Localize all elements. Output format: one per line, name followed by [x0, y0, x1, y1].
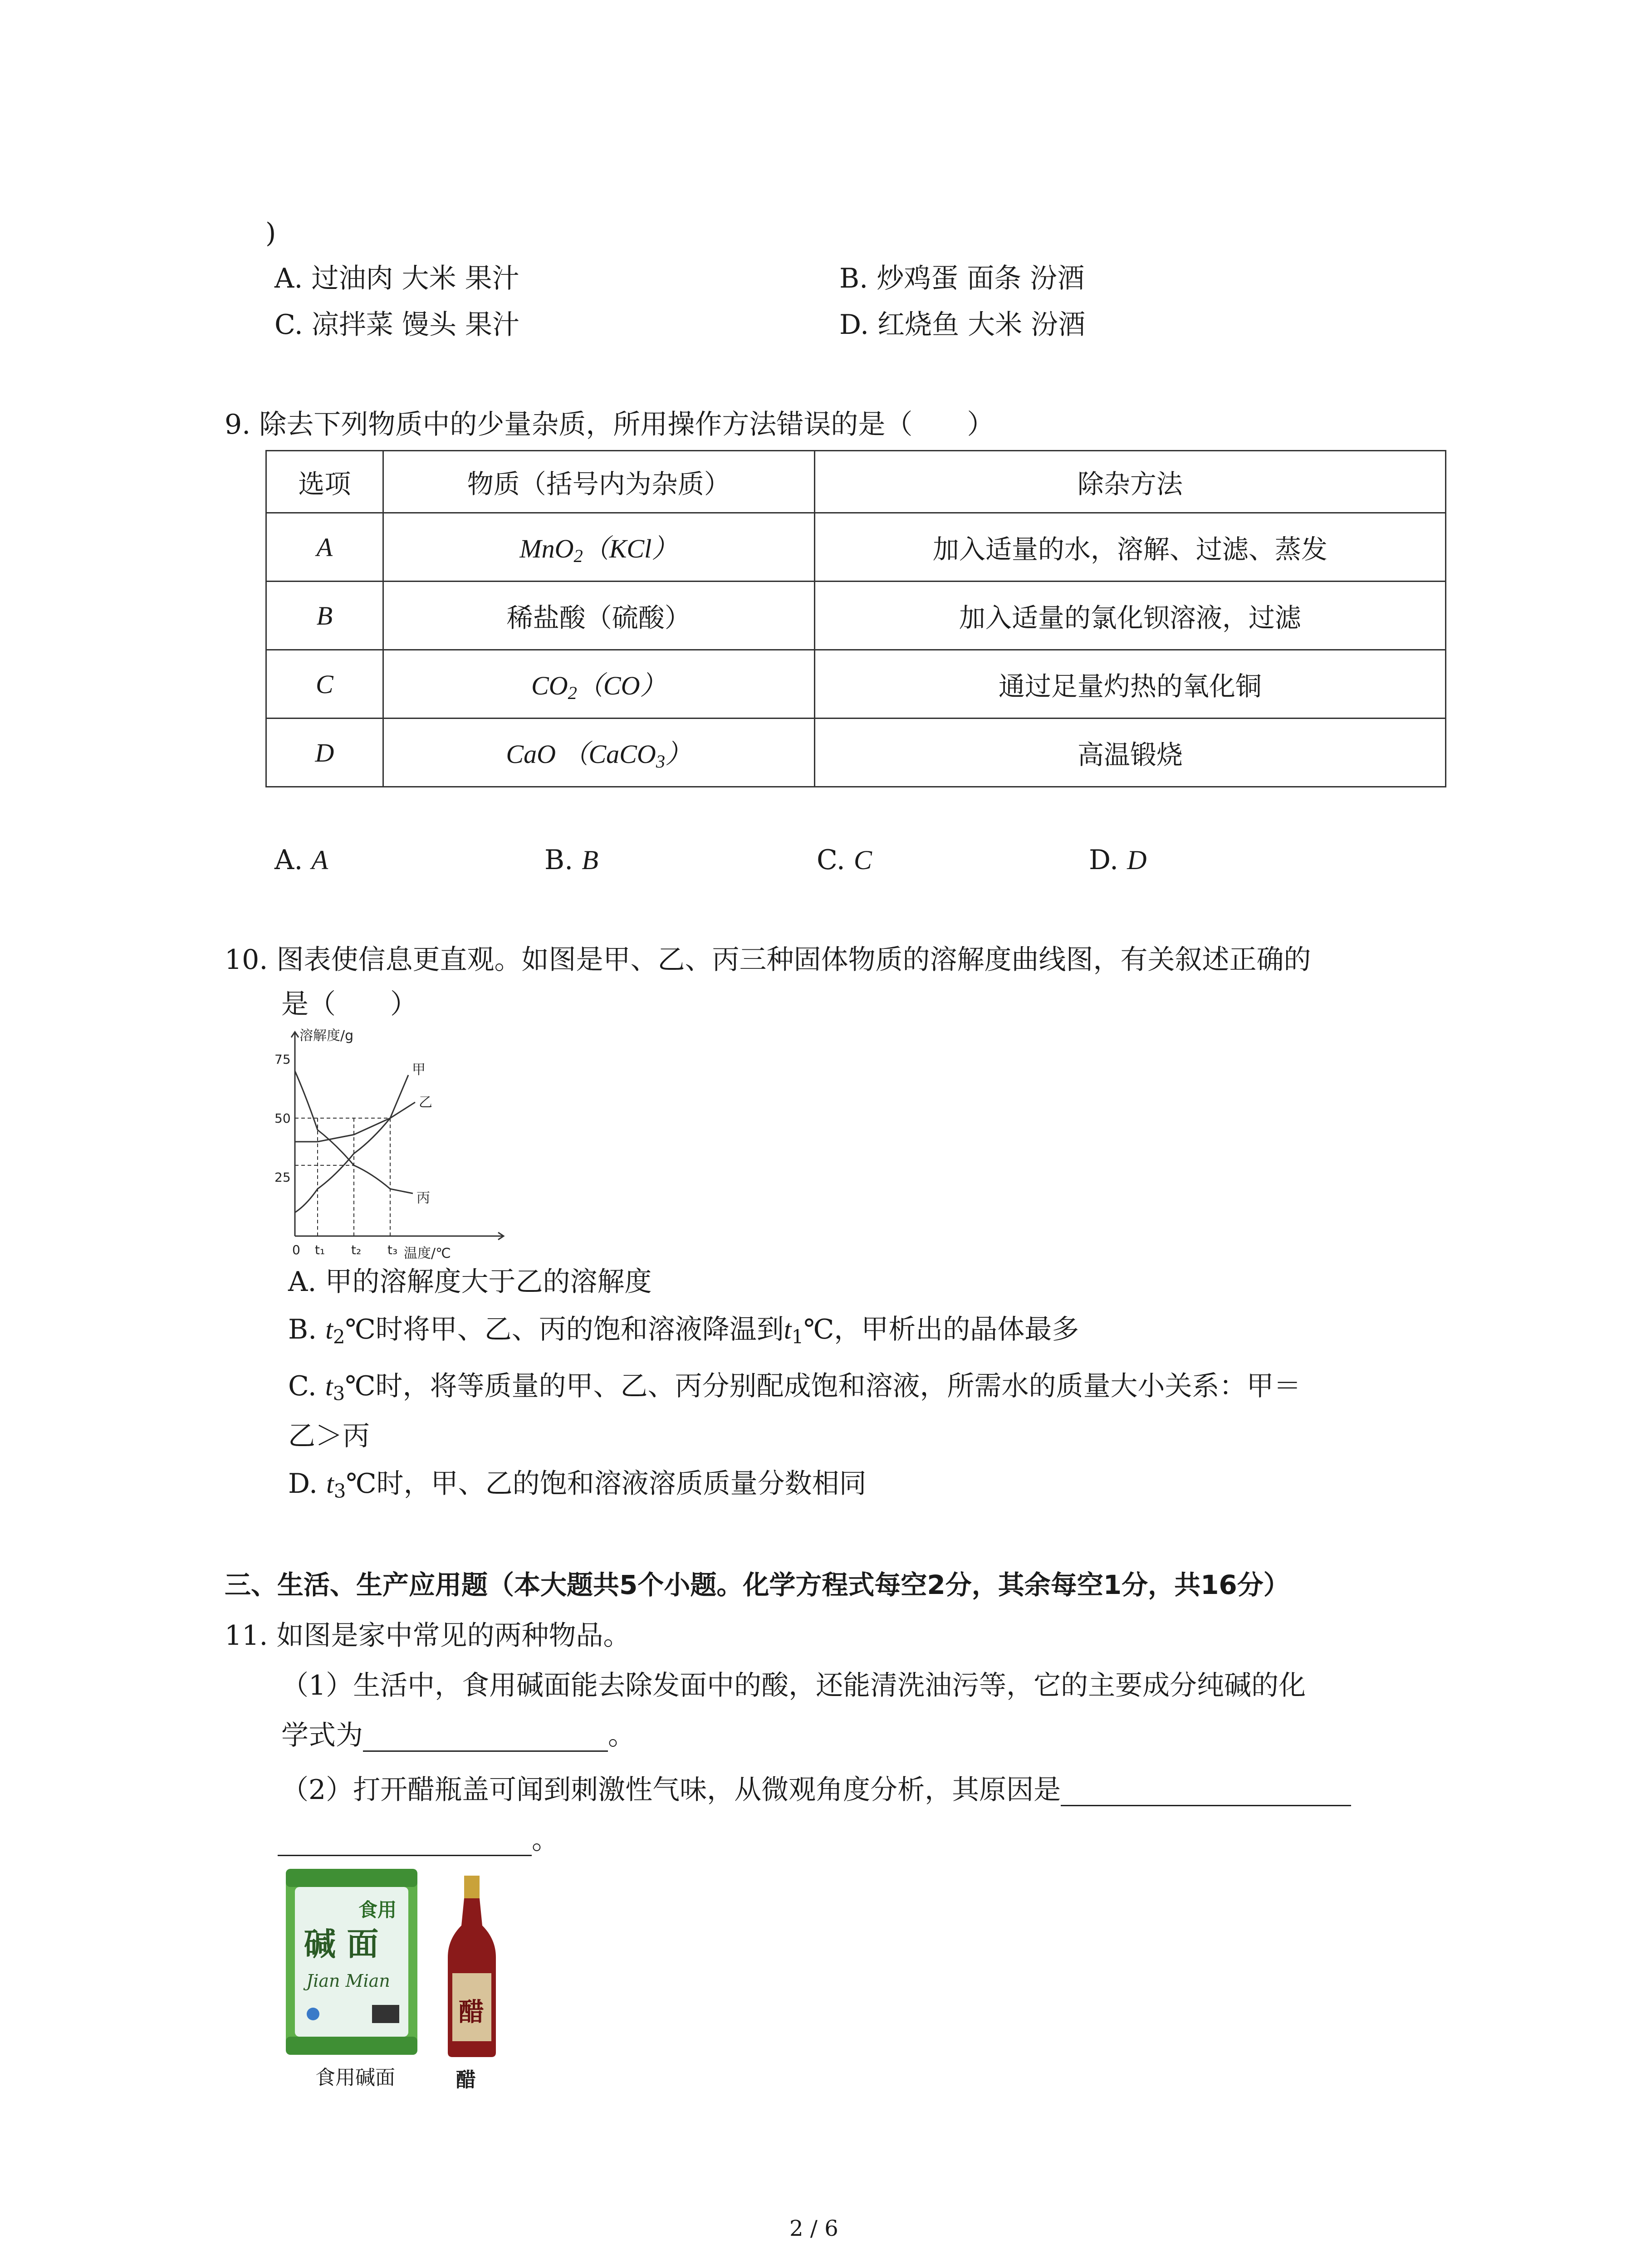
y-tick-label: 25 — [274, 1170, 291, 1185]
q11-part2-line1: （2）打开醋瓶盖可闻到刺激性气味，从微观角度分析，其原因是 — [281, 1774, 1351, 1806]
q10-option-d: D. $t_3℃$时，甲、乙的饱和溶液溶质质量分数相同 — [288, 1468, 867, 1502]
x-tick-label: t₁ — [315, 1242, 325, 1257]
q11-part1-line2: 学式为 。 — [281, 1720, 635, 1751]
table-cell-substance: $CO_2(CO)$ — [383, 650, 814, 719]
x-axis-label: 温度/℃ — [404, 1246, 451, 1261]
x-tick-label: t₂ — [351, 1242, 362, 1257]
vinegar-bottle-image — [447, 1876, 497, 2057]
table-cell-method: 高温锻烧 — [814, 719, 1445, 787]
answer-blank-1[interactable] — [363, 1723, 608, 1752]
q8-option-a: A. 过油肉 大米 果汁 — [274, 263, 519, 294]
q11-part1-line1: （1）生活中，食用碱面能去除发面中的酸，还能清洗油污等，它的主要成分纯碱的化 — [281, 1670, 1306, 1701]
q9-answer-b: B. B — [544, 844, 598, 876]
svg-text:食用: 食用 — [358, 1899, 397, 1921]
section3-title: 三、生活、生产应用题（本大题共5个小题。化学方程式每空2分，其余每空1分，共16分） — [225, 1569, 1290, 1600]
q11-part2-line2: 。 — [278, 1823, 559, 1856]
q9-answer-c: C. C — [817, 844, 872, 876]
table-cell-method: 加入适量的水，溶解、过滤、蒸发 — [814, 513, 1445, 582]
series-label-3: 丙 — [416, 1190, 430, 1206]
table-cell-option: C — [266, 650, 383, 719]
svg-text:碱 面: 碱 面 — [304, 1926, 379, 1963]
q8-closing-paren: ) — [265, 217, 276, 249]
table-cell-option: A — [266, 513, 383, 582]
q8-option-b: B. 炒鸡蛋 面条 汾酒 — [839, 263, 1085, 294]
page-number: 2 / 6 — [789, 2216, 838, 2241]
caption-alkali-noodle: 食用碱面 — [315, 2066, 395, 2089]
table-cell-option: D — [266, 719, 383, 787]
q11-stem: 11. 如图是家中常见的两种物品。 — [225, 1620, 631, 1652]
q9-table — [265, 450, 1446, 787]
svg-text:醋: 醋 — [459, 1998, 484, 2027]
series-label-1: 甲 — [412, 1062, 426, 1078]
q8-option-d: D. 红烧鱼 大米 汾酒 — [839, 309, 1086, 341]
table-cell-substance: 稀盐酸（硫酸） — [383, 582, 814, 650]
answer-blank-2a[interactable] — [1061, 1778, 1351, 1806]
q9-answer-a: A. A — [274, 844, 328, 876]
table-cell-substance: CaO （CaCO$_3$） — [383, 719, 814, 787]
table-cell-method: 通过足量灼热的氧化铜 — [814, 650, 1445, 719]
q10-option-b: B. $t_2℃$时将甲、乙、丙的饱和溶液降温到$t_1℃$，甲析出的晶体最多 — [288, 1314, 1079, 1348]
q8-option-c: C. 凉拌菜 馒头 果汁 — [274, 309, 520, 341]
q10-option-c: C. $t_3℃$时，将等质量的甲、乙、丙分别配成饱和溶液，所需水的质量大小关系：甲＝ — [288, 1370, 1301, 1405]
table-header: 物质（括号内为杂质） — [383, 451, 814, 513]
answer-blank-2b[interactable] — [278, 1828, 532, 1856]
x-tick-label: t₃ — [387, 1242, 398, 1257]
alkali-noodle-image — [286, 1869, 417, 2055]
y-tick-label: 75 — [274, 1052, 291, 1067]
table-row — [266, 650, 1446, 719]
q9-answer-d: D. D — [1089, 844, 1147, 876]
series-line-2 — [295, 1102, 415, 1142]
table-header: 选项 — [266, 451, 383, 513]
series-label-2: 乙 — [419, 1095, 432, 1110]
q10-option-a: A. 甲的溶解度大于乙的溶解度 — [288, 1266, 652, 1298]
table-row — [266, 513, 1446, 582]
table-header: 除杂方法 — [814, 451, 1445, 513]
table-cell-method: 加入适量的氯化钡溶液，过滤 — [814, 582, 1445, 650]
q10-stem-line1: 10. 图表使信息更直观。如图是甲、乙、丙三种固体物质的溶解度曲线图，有关叙述正确的 — [225, 944, 1311, 976]
caption-vinegar: 醋 — [456, 2068, 476, 2092]
x-tick-label: 0 — [292, 1242, 300, 1257]
series-line-1 — [295, 1075, 408, 1212]
q10-stem-line2: 是（ ） — [281, 988, 417, 1020]
svg-text:Jian Mian: Jian Mian — [306, 1971, 390, 1991]
table-cell-option: B — [266, 582, 383, 650]
solubility-chart — [268, 1023, 522, 1263]
table-cell-substance: MnO$_2$（KCl） — [383, 513, 814, 582]
y-tick-label: 50 — [274, 1111, 291, 1126]
table-row — [266, 719, 1446, 787]
q9-stem: 9. 除去下列物质中的少量杂质，所用操作方法错误的是（ ） — [225, 409, 994, 440]
q10-option-c-line2: 乙＞丙 — [288, 1420, 370, 1452]
y-axis-label: 溶解度/g — [299, 1028, 354, 1044]
table-row — [266, 582, 1446, 650]
